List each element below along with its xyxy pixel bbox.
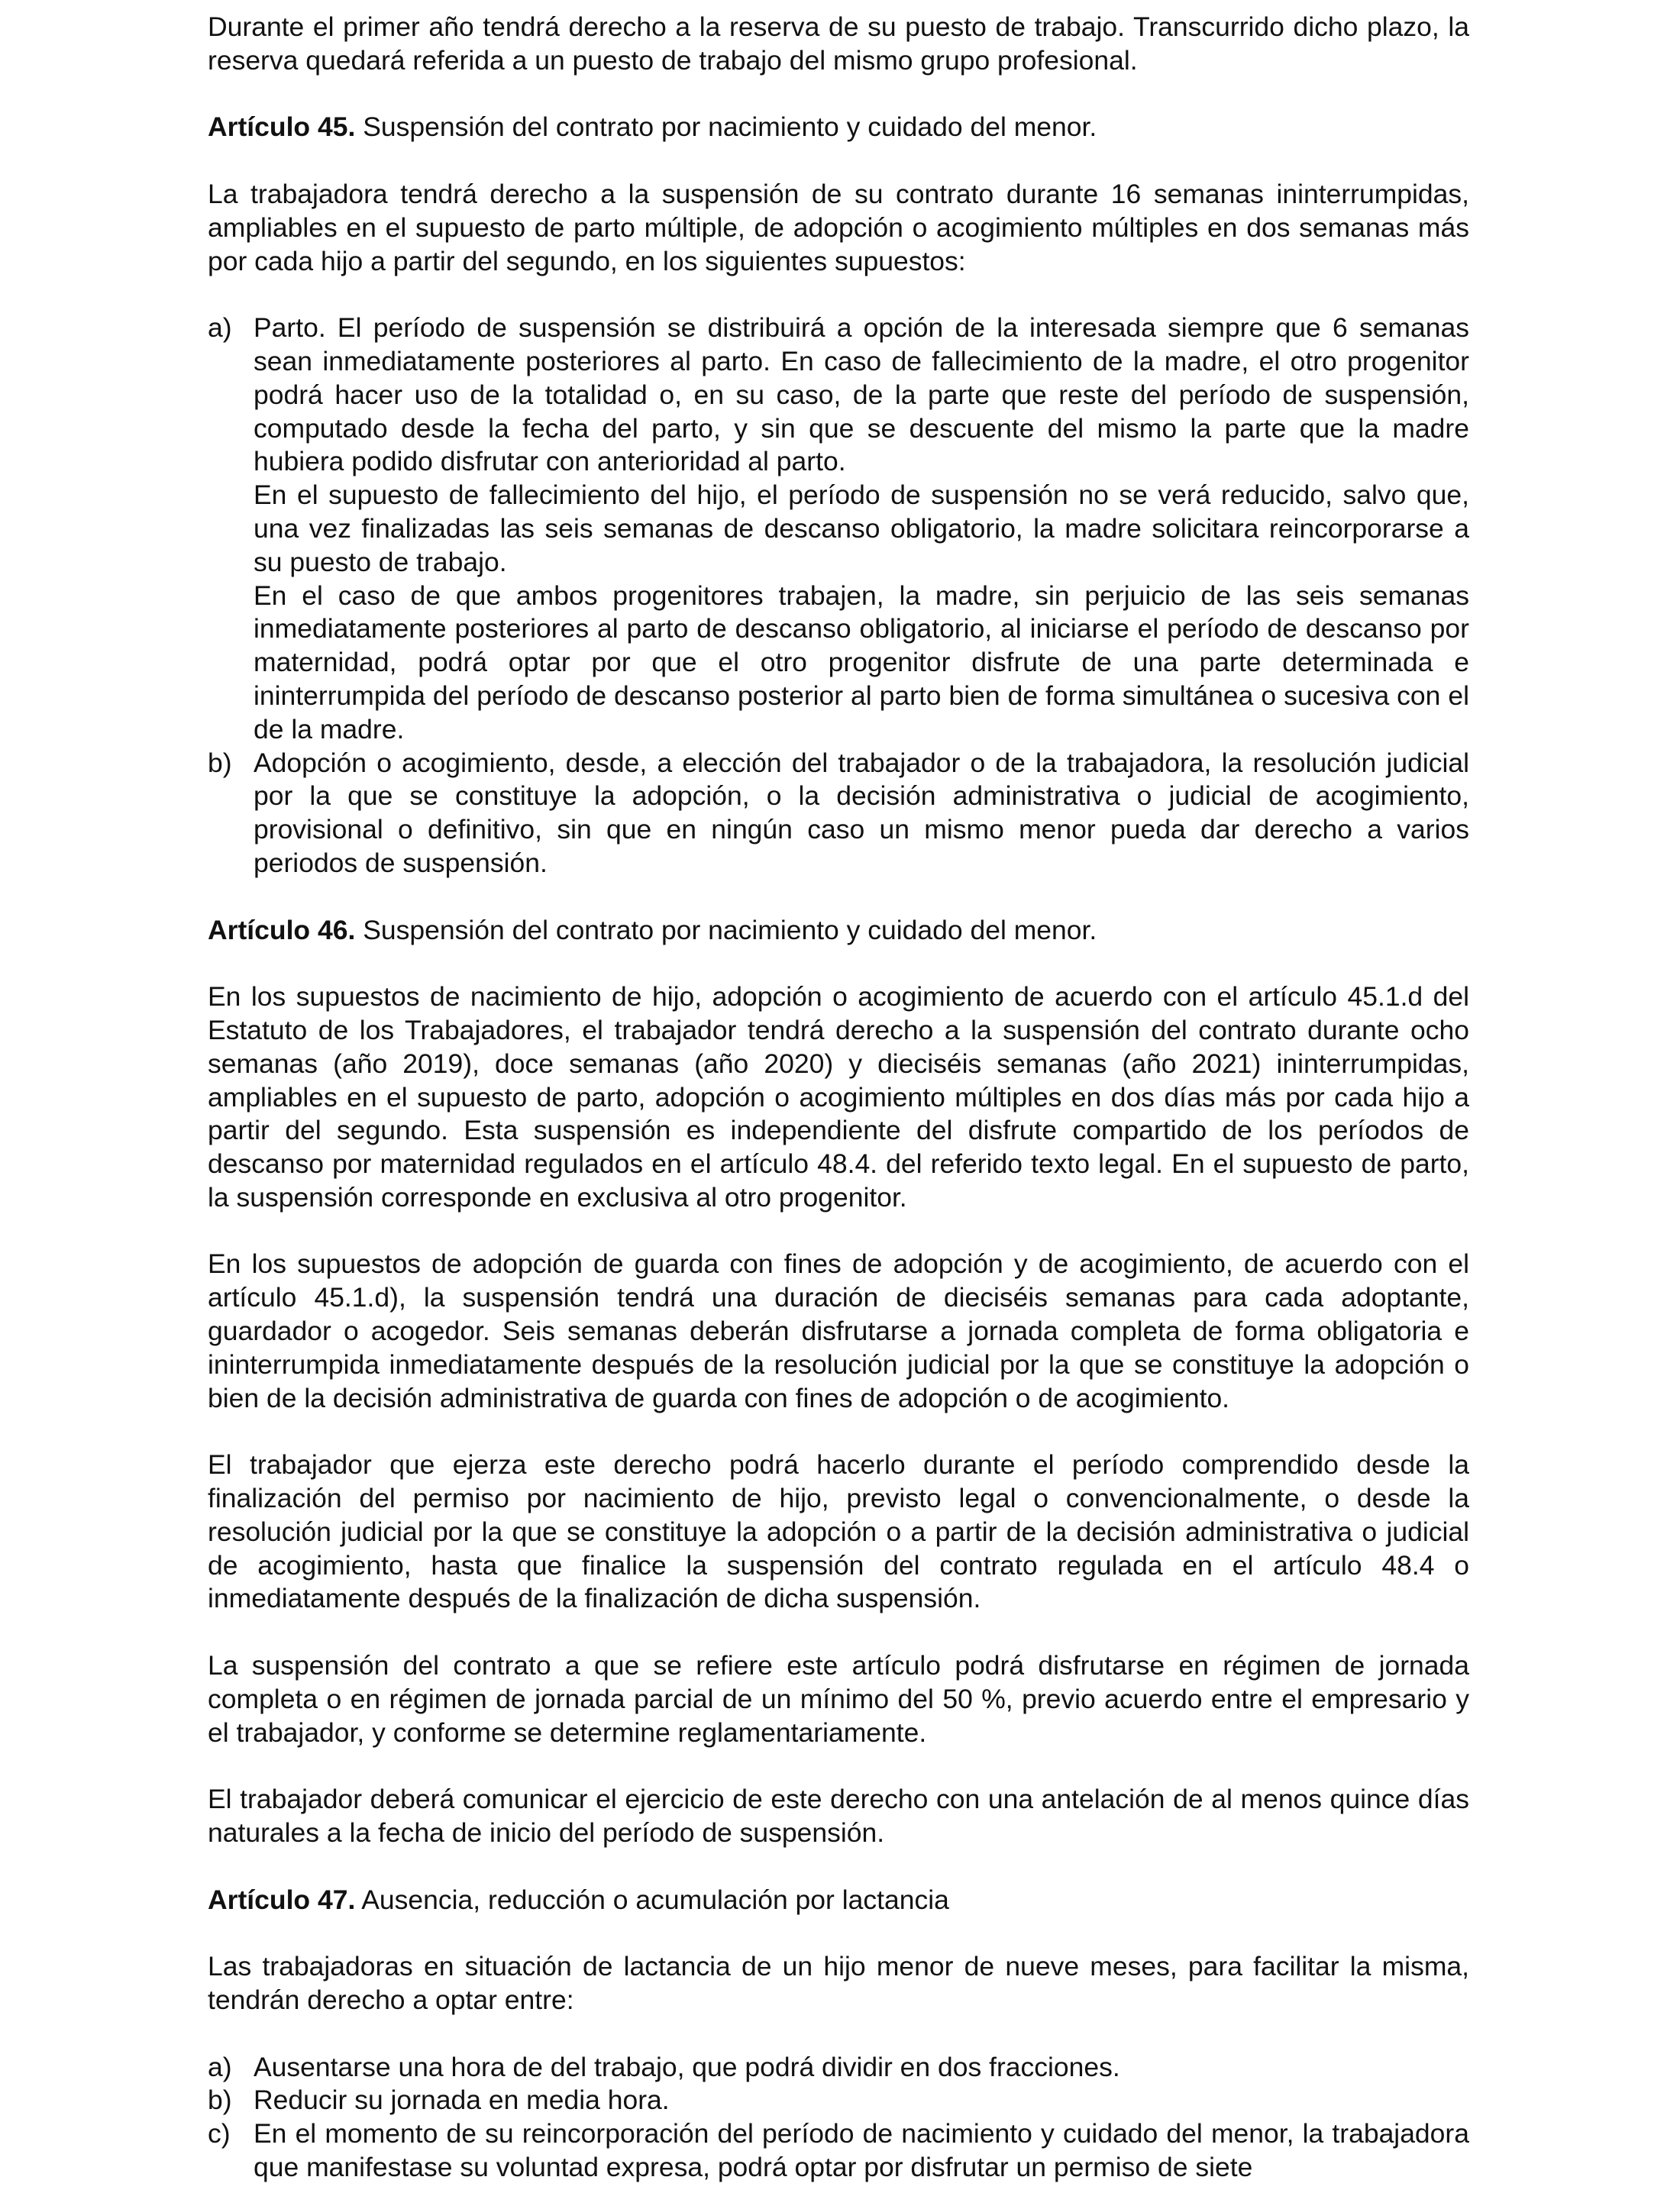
article-46-paragraph-5: El trabajador deberá comunicar el ejercicio de este derecho con una antelación de al menos quince días naturales a la fecha de inicio del período de suspensión.	[208, 1784, 1469, 1849]
article-47-item-c	[208, 2117, 1469, 2185]
item-b-paragraph-1: Adopción o acogimiento, desde, a elección del trabajador o de la trabajadora, la resolución judicial por la que se constituye la adopción, o la decisión administrativa o judicial de acogimiento, provisional o definitivo, sin que en ningún caso un mismo menor pueda dar derecho a varios periodos de suspensión.	[254, 747, 1469, 878]
article-46-paragraph-2: En los supuestos de adopción de guarda con fines de adopción y de acogimiento, de acuerdo con el artículo 45.1.d), la suspensión tendrá una duración de dieciséis semanas para cada adoptante, guardador o acogedor. Seis semanas deberán disfrutarse a jornada completa de forma obligatoria e ininterrumpida inmediatamente después de la resolución judicial por la que se constituye la adopción o bien de la decisión administrativa de guarda con fines de adopción o de acogimiento.	[208, 1248, 1469, 1413]
list-marker: a)	[208, 312, 232, 344]
list-item-text: Reducir su jornada en media hora.	[254, 2085, 670, 2116]
article-47-heading	[208, 1884, 1469, 1917]
document-page	[208, 11, 1469, 2185]
article-45-label: Artículo 45.	[208, 111, 356, 143]
intro-paragraph: Durante el primer año tendrá derecho a la reserva de su puesto de trabajo. Transcurrido dicho plazo, la reserva quedará referida a un puesto de trabajo del mismo grupo profesional.	[208, 11, 1469, 76]
article-45-paragraph-1: La trabajadora tendrá derecho a la suspensión de su contrato durante 16 semanas ininterrumpidas, ampliables en el supuesto de parto múltiple, de adopción o acogimiento múltiples en dos semanas más por cada hijo a partir del segundo, en los siguientes supuestos:	[208, 178, 1469, 276]
article-45-heading	[208, 111, 1469, 144]
list-marker: b)	[208, 747, 232, 778]
article-47-paragraph-1: Las trabajadoras en situación de lactancia de un hijo menor de nueve meses, para facilitar la misma, tendrán derecho a optar entre:	[208, 1951, 1469, 2016]
list-item-text: Ausentarse una hora de del trabajo, que podrá dividir en dos fracciones.	[254, 2051, 1120, 2082]
item-a-paragraph-3: En el caso de que ambos progenitores trabajen, la madre, sin perjuicio de las seis semanas inmediatamente posteriores al parto de descanso obligatorio, al iniciarse el período de descanso por maternidad, podrá optar por que el otro progenitor disfrute de una parte determinada e ininterrumpida del período de descanso posterior al parto bien de forma simultánea o sucesiva con el de la madre.	[254, 580, 1469, 744]
article-46-paragraph-1: En los supuestos de nacimiento de hijo, adopción o acogimiento de acuerdo con el artículo 45.1.d del Estatuto de los Trabajadores, el trabajador tendrá derecho a la suspensión del contrato durante ocho semanas (año 2019), doce semanas (año 2020) y dieciséis semanas (año 2021) ininterrumpidas, ampliables en el supuesto de parto, adopción o acogimiento múltiples en dos días más por cada hijo a partir del segundo. Esta suspensión es independiente del disfrute compartido de los períodos de descanso por maternidad regulados en el artículo 48.4. del referido texto legal. En el supuesto de parto, la suspensión corresponde en exclusiva al otro progenitor.	[208, 981, 1469, 1213]
article-46-heading	[208, 914, 1469, 948]
article-46-title: Suspensión del contrato por nacimiento y cuidado del menor.	[355, 914, 1097, 945]
article-46-label: Artículo 46.	[208, 914, 356, 945]
article-45-item-a	[208, 312, 1469, 746]
article-47-title: Ausencia, reducción o acumulación por lactancia	[355, 1884, 949, 1915]
article-46-paragraph-3: El trabajador que ejerza este derecho podrá hacerlo durante el período comprendido desde la finalización del permiso por nacimiento de hijo, previsto legal o convencionalmente, o desde la resolución judicial por la que se constituye la adopción o a partir de la decisión administrativa o judicial de acogimiento, hasta que finalice la suspensión del contrato regulada en el artículo 48.4 o inmediatamente después de la finalización de dicha suspensión.	[208, 1449, 1469, 1614]
article-47-item-a	[208, 2051, 1469, 2085]
list-marker: c)	[208, 2118, 231, 2149]
article-45-list	[208, 312, 1469, 880]
list-item-text: En el momento de su reincorporación del período de nacimiento y cuidado del menor, la trabajadora que manifestase su voluntad expresa, podrá optar por disfrutar un permiso de siete	[254, 2118, 1469, 2182]
article-45-item-b	[208, 747, 1469, 880]
article-47-item-b	[208, 2084, 1469, 2117]
list-marker: b)	[208, 2085, 232, 2116]
article-46-paragraph-4: La suspensión del contrato a que se refiere este artículo podrá disfrutarse en régimen de jornada completa o en régimen de jornada parcial de un mínimo del 50 %, previo acuerdo entre el empresario y el trabajador, y conforme se determine reglamentariamente.	[208, 1650, 1469, 1748]
item-a-paragraph-2: En el supuesto de fallecimiento del hijo, el período de suspensión no se verá reducido, salvo que, una vez finalizadas las seis semanas de descanso obligatorio, la madre solicitara reincorporarse a su puesto de trabajo.	[254, 480, 1469, 577]
article-45-title: Suspensión del contrato por nacimiento y cuidado del menor.	[355, 111, 1097, 143]
article-47-list	[208, 2051, 1469, 2185]
item-a-paragraph-1: Parto. El período de suspensión se distribuirá a opción de la interesada siempre que 6 semanas sean inmediatamente posteriores al parto. En caso de fallecimiento de la madre, el otro progenitor podrá hacer uso de la totalidad o, en su caso, de la parte que reste del período de suspensión, computado desde la fecha del parto, y sin que se descuente del mismo la parte que la madre hubiera podido disfrutar con anterioridad al parto.	[254, 312, 1469, 477]
article-47-label: Artículo 47.	[208, 1884, 356, 1915]
list-marker: a)	[208, 2051, 232, 2082]
